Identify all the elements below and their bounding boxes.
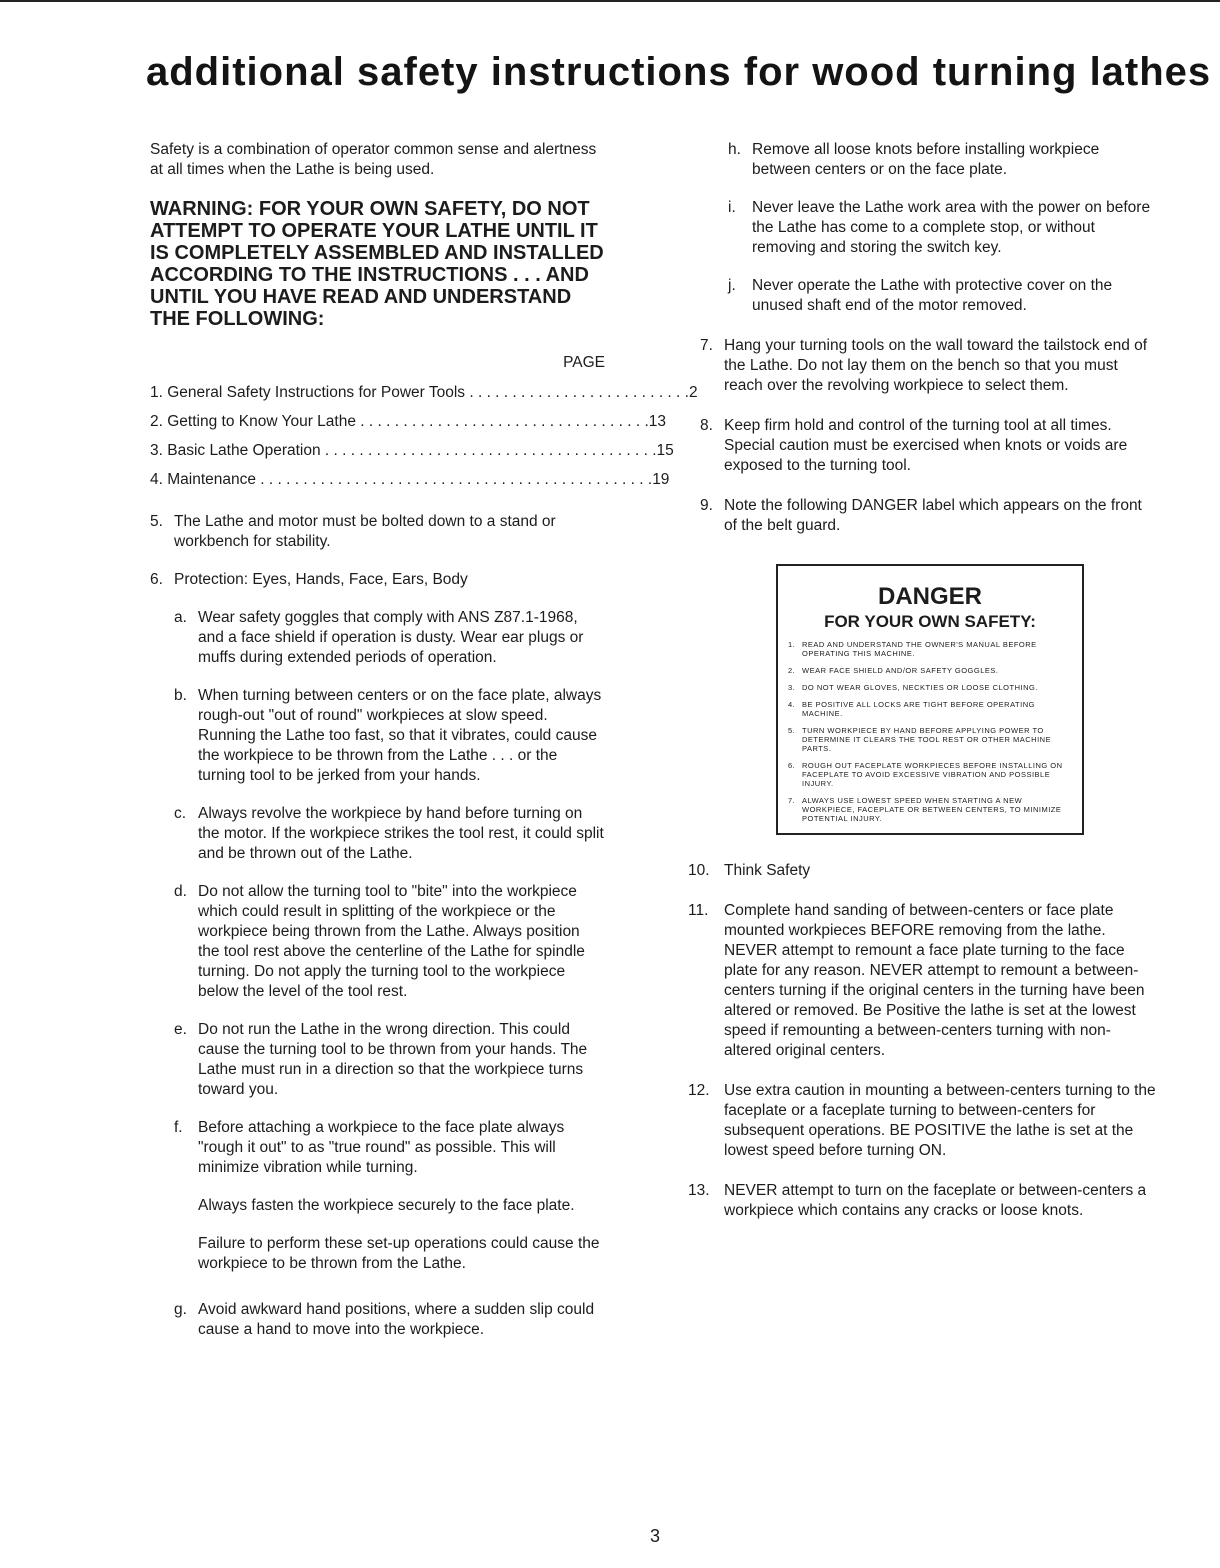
item-number: 11. — [688, 902, 709, 919]
danger-item — [788, 726, 1072, 753]
item-13 — [688, 1181, 1158, 1221]
sub-item-g — [174, 1300, 605, 1340]
table-of-contents — [150, 378, 698, 494]
right-column — [688, 140, 1158, 1221]
sub-item-letter: a. — [174, 609, 187, 626]
sub-item-text: Before attaching a workpiece to the face plate always "rough it out" to as "true round" as possible. This will minimize vibration while turning. — [198, 1119, 565, 1176]
toc-entry: 2. Getting to Know Your Lathe . . . . . . . . . . . . . . . . . . . . . . . . . . . . . . . . . . — [150, 412, 649, 430]
danger-item-number: 2. — [788, 666, 796, 675]
item-text: Keep firm hold and control of the turning tool at all times. Special caution must be exercised when knots or voids are exposed to the turning tool. — [724, 417, 1128, 474]
toc-page-header: PAGE — [563, 354, 605, 371]
item-text: Think Safety — [724, 862, 811, 879]
item-number: 5. — [150, 513, 163, 530]
toc-page-number: 19 — [652, 470, 670, 488]
sub-item-letter: b. — [174, 687, 187, 704]
danger-item-text: ALWAYS USE LOWEST SPEED WHEN STARTING A NEW WORKPIECE, FACEPLATE OR BETWEEN CENTERS, TO MINIMIZE POTENTIAL INJURY. — [802, 796, 1062, 823]
danger-item-text: WEAR FACE SHIELD AND/OR SAFETY GOGGLES. — [802, 666, 999, 675]
danger-label — [776, 564, 1084, 835]
danger-item — [788, 761, 1072, 788]
sub-item-text: When turning between centers or on the face plate, always rough-out "out of round" workpieces at slow speed. Running the Lathe too fast, so that it vibrates, could cause the workpiece to be thrown from the Lathe . . . or the turning tool to be jerked from your hands. — [198, 687, 602, 784]
item-8 — [700, 416, 1158, 476]
toc-entry: 3. Basic Lathe Operation . . . . . . . . . . . . . . . . . . . . . . . . . . . . . . . . . . . . . . . — [150, 441, 657, 459]
sub-item-letter: f. — [174, 1119, 183, 1136]
sub-item-f-paragraph: Always fasten the workpiece securely to the face plate. — [198, 1197, 575, 1214]
danger-item-text: BE POSITIVE ALL LOCKS ARE TIGHT BEFORE OPERATING MACHINE. — [802, 700, 1035, 718]
item-6 — [150, 570, 605, 590]
sub-item-text: Do not allow the turning tool to "bite" into the workpiece which could result in splitting of the workpiece or the workpiece being thrown from the Lathe. Always position the tool rest above the centerline of the Lathe for spindle turning. Do not apply the turning tool to the workpiece below the level of the tool rest. — [198, 883, 585, 1000]
sub-item-d — [174, 882, 605, 1002]
danger-list — [788, 640, 1072, 823]
intro-paragraph: Safety is a combination of operator common sense and alertness at all times when the Lathe is being used. — [150, 141, 597, 178]
sub-item-text: Remove all loose knots before installing workpiece between centers or on the face plate. — [752, 141, 1100, 178]
warning-paragraph: WARNING: FOR YOUR OWN SAFETY, DO NOT ATTEMPT TO OPERATE YOUR LATHE UNTIL IT IS COMPLETELY ASSEMBLED AND INSTALLED ACCORDING TO THE INSTRUCTIONS . . . AND UNTIL YOU HAVE READ AND UNDERSTAND THE FOLLOWING: — [150, 198, 604, 330]
sub-item-letter: e. — [174, 1021, 187, 1038]
danger-item-number: 4. — [788, 700, 796, 709]
item-text: Complete hand sanding of between-centers or face plate mounted workpieces BEFORE removing from the lathe. NEVER attempt to remount a face plate turning to the face plate for any reason. NEVER attempt to remount a between-centers turning if the original centers in the turning have been altered or removed. Be Positive the lathe is set at the lowest speed if remounting a between-centers turning with non-altered original centers. — [724, 902, 1145, 1059]
sub-item-b — [174, 686, 605, 786]
toc-entry: 1. General Safety Instructions for Power Tools . . . . . . . . . . . . . . . . . . . . . . . . . . — [150, 383, 689, 401]
danger-item-text: READ AND UNDERSTAND THE OWNER'S MANUAL BEFORE OPERATING THIS MACHINE. — [802, 640, 1037, 658]
sub-item-text: Wear safety goggles that comply with ANS Z87.1-1968, and a face shield if operation is dusty. Wear ear plugs or muffs during extended periods of operation. — [198, 609, 584, 666]
sub-item-letter: d. — [174, 883, 187, 900]
item-text: NEVER attempt to turn on the faceplate or between-centers a workpiece which contains any cracks or loose knots. — [724, 1182, 1147, 1219]
sub-item-text: Never leave the Lathe work area with the power on before the Lathe has come to a complete stop, or without removing and storing the switch key. — [752, 199, 1151, 256]
danger-item — [788, 666, 1072, 675]
danger-item — [788, 640, 1072, 658]
sub-item-a — [174, 608, 605, 668]
sub-item-letter: i. — [728, 199, 736, 216]
item-text: The Lathe and motor must be bolted down to a stand or workbench for stability. — [174, 513, 556, 550]
sub-item-letter: c. — [174, 805, 187, 822]
sub-item-letter: j. — [728, 277, 736, 294]
toc-page-number: 13 — [648, 412, 667, 430]
sub-item-text: Avoid awkward hand positions, where a sudden slip could cause a hand to move into the workpiece. — [198, 1301, 595, 1338]
sub-item-letter: h. — [728, 141, 741, 158]
sub-item-f — [174, 1118, 605, 1178]
item-number: 8. — [700, 417, 713, 434]
danger-item-text: TURN WORKPIECE BY HAND BEFORE APPLYING POWER TO DETERMINE IT CLEARS THE TOOL REST OR OTHER MACHINE PARTS. — [802, 726, 1052, 753]
sub-item-f-paragraph: Failure to perform these set-up operations could cause the workpiece to be thrown from the Lathe. — [198, 1235, 600, 1272]
top-rule — [0, 0, 1220, 2]
sub-item-text: Do not run the Lathe in the wrong direction. This could cause the turning tool to be thrown from your hands. The Lathe must run in a direction so that the workpiece turns toward you. — [198, 1021, 588, 1098]
page-title: additional safety instructions for wood turning lathes — [146, 50, 1212, 94]
sub-item-text: Always revolve the workpiece by hand before turning on the motor. If the workpiece strikes the tool rest, it could split and be thrown out of the Lathe. — [198, 805, 604, 862]
danger-item-number: 7. — [788, 796, 796, 805]
danger-item-text: ROUGH OUT FACEPLATE WORKPIECES BEFORE INSTALLING ON FACEPLATE TO AVOID EXCESSIVE VIBRATION AND POSSIBLE INJURY. — [802, 761, 1063, 788]
toc-page-number: 15 — [656, 441, 674, 459]
toc-row — [150, 407, 667, 436]
item-number: 9. — [700, 497, 713, 514]
danger-item — [788, 683, 1072, 692]
item-text: Use extra caution in mounting a between-centers turning to the faceplate or a faceplate turning to between-centers for subsequent operations. BE POSITIVE the lathe is set at the lowest speed before turning ON. — [724, 1082, 1156, 1159]
danger-item-number: 1. — [788, 640, 796, 649]
toc-row — [150, 465, 670, 494]
danger-title: DANGER — [877, 583, 982, 610]
item-9 — [700, 496, 1158, 536]
item-12 — [688, 1081, 1158, 1161]
item-11 — [688, 901, 1158, 1061]
toc-row — [150, 436, 674, 465]
item-text: Protection: Eyes, Hands, Face, Ears, Body — [174, 571, 468, 588]
sub-item-letter: g. — [174, 1301, 187, 1318]
item-number: 13. — [688, 1182, 710, 1199]
sub-item-j — [728, 276, 1158, 316]
danger-item — [788, 700, 1072, 718]
sub-item-e — [174, 1020, 605, 1100]
sub-item-text: Never operate the Lathe with protective cover on the unused shaft end of the motor removed. — [752, 277, 1113, 314]
danger-item-number: 3. — [788, 683, 796, 692]
sub-item-i — [728, 198, 1158, 258]
danger-item — [788, 796, 1072, 823]
item-text: Hang your turning tools on the wall toward the tailstock end of the Lathe. Do not lay them on the bench so that you must reach over the revolving workpiece to select them. — [724, 337, 1148, 394]
page-number: 3 — [650, 1526, 661, 1546]
sub-item-c — [174, 804, 605, 864]
item-7 — [700, 336, 1158, 396]
danger-item-text: DO NOT WEAR GLOVES, NECKTIES OR LOOSE CLOTHING. — [802, 683, 1038, 692]
toc-row — [150, 378, 698, 407]
left-column — [150, 140, 698, 1340]
sub-item-h — [728, 140, 1158, 180]
item-number: 7. — [700, 337, 713, 354]
item-text: Note the following DANGER label which appears on the front of the belt guard. — [724, 497, 1142, 534]
item-number: 10. — [688, 862, 710, 879]
danger-item-number: 6. — [788, 761, 796, 770]
item-5 — [150, 512, 605, 552]
toc-page-number: 2 — [688, 383, 698, 401]
item-number: 12. — [688, 1082, 710, 1099]
toc-entry: 4. Maintenance . . . . . . . . . . . . . . . . . . . . . . . . . . . . . . . . . . . . . . . . . . . . . . — [150, 470, 653, 488]
item-number: 6. — [150, 571, 163, 588]
item-10 — [688, 861, 1158, 881]
danger-subtitle: FOR YOUR OWN SAFETY: — [824, 612, 1036, 631]
danger-item-number: 5. — [788, 726, 796, 735]
